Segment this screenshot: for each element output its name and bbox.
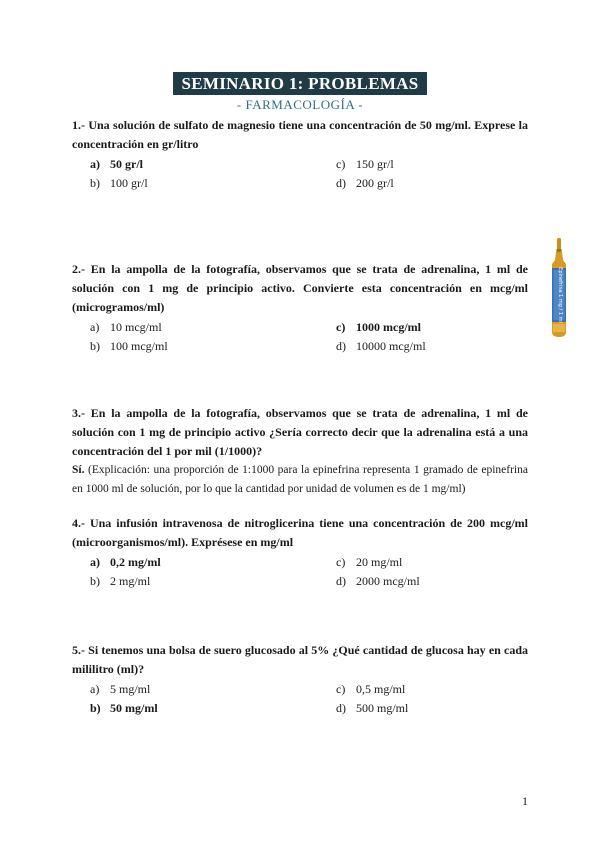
option-d: d) 10000 mcg/ml xyxy=(336,339,426,353)
option-b: b) 100 gr/l xyxy=(90,176,148,190)
option-a: a) 50 gr/l xyxy=(90,157,143,171)
answer-label: Sí. xyxy=(72,464,85,476)
option-c: c) 150 gr/l xyxy=(336,157,394,171)
answer-explanation: (Explicación: una proporción de 1:1000 para la epinefrina representa 1 gramado de epinefrina en 1000 ml de solución, por lo que la cantidad por unidad de volumen es de 1 mg/ml) xyxy=(72,464,528,495)
question-5-text: 5.- Si tenemos una bolsa de suero glucosado al 5% ¿Qué cantidad de glucosa hay en cada mililitro (ml)? xyxy=(72,643,528,676)
option-d: d) 2000 mcg/ml xyxy=(336,574,420,588)
option-a: a) 0,2 mg/ml xyxy=(90,555,161,569)
option-a: a) 10 mcg/ml xyxy=(90,320,162,334)
option-c: c) 20 mg/ml xyxy=(336,555,403,569)
option-d: d) 500 mg/ml xyxy=(336,701,409,715)
question-2 xyxy=(72,260,528,353)
adrenaline-ampoule-image xyxy=(546,238,572,338)
option-c: c) 0,5 mg/ml xyxy=(336,682,406,696)
title-container xyxy=(0,72,600,95)
page-title: SEMINARIO 1: PROBLEMAS xyxy=(173,72,426,95)
question-3 xyxy=(72,404,528,499)
option-b: b) 50 mg/ml xyxy=(90,701,158,715)
question-5 xyxy=(72,641,528,715)
page-subtitle: - FARMACOLOGÍA - xyxy=(236,97,364,112)
question-4-text: 4.- Una infusión intravenosa de nitroglicerina tiene una concentración de 200 mcg/ml (microorganismos/ml). Exprésese en mg/ml xyxy=(72,516,528,549)
page-number: 1 xyxy=(522,794,528,808)
option-b: b) 100 mcg/ml xyxy=(90,339,168,353)
option-d: d) 200 gr/l xyxy=(336,176,394,190)
question-4 xyxy=(72,514,528,588)
question-2-text: 2.- En la ampolla de la fotografía, observamos que se trata de adrenalina, 1 ml de solución con 1 mg de principio activo. Convierte esta concentración en mcg/ml (microgramos/ml) xyxy=(72,262,528,314)
question-1 xyxy=(72,116,528,190)
option-a: a) 5 mg/ml xyxy=(90,682,151,696)
option-c: c) 1000 mcg/ml xyxy=(336,320,421,334)
question-1-text: 1.- Una solución de sulfato de magnesio tiene una concentración de 50 mg/ml. Exprese la concentración en gr/litro xyxy=(72,118,528,151)
question-3-text: 3.- En la ampolla de la fotografía, observamos que se trata de adrenalina, 1 ml de solución con 1 mg de principio activo ¿Sería correcto decir que la adrenalina está a una concentración del 1 por mil (1/1000)? xyxy=(72,406,528,458)
question-3-answer xyxy=(72,461,528,499)
option-b: b) 2 mg/ml xyxy=(90,574,151,588)
ampoule-label: Epinefrina 1 mg / 1 ml xyxy=(557,267,563,323)
